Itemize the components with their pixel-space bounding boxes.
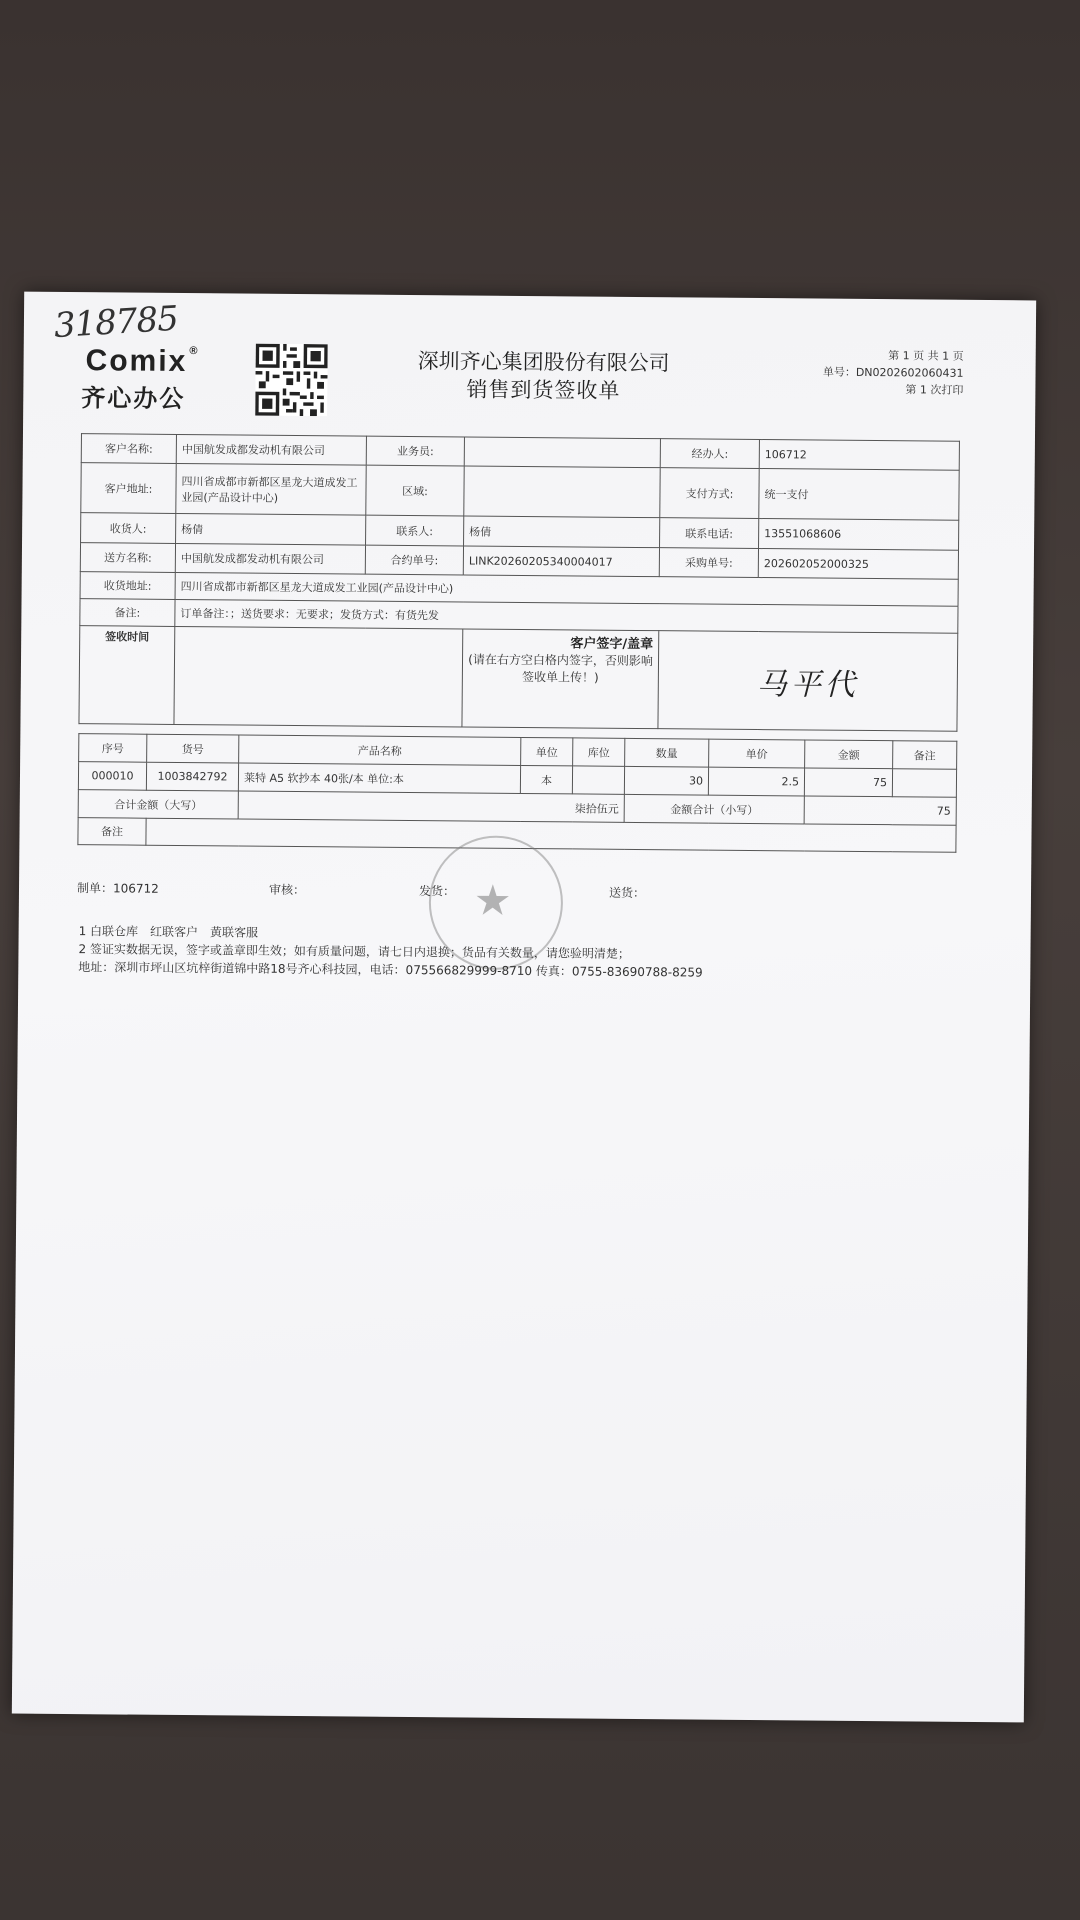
order-number: 单号：DN0202602060431: [822, 365, 964, 380]
maker-value: 106712: [112, 881, 159, 896]
print-count: 第 1 次打印: [905, 383, 964, 397]
handwritten-signature: 马平代: [756, 666, 859, 703]
total-small-value: 75: [804, 796, 956, 825]
col-header-location: 库位: [573, 738, 625, 766]
document-title: 销售到货签收单: [466, 377, 621, 403]
region-label: 区域:: [366, 465, 464, 516]
col-header-quantity: 数量: [625, 738, 709, 767]
receive-address-value: 四川省成都市新都区星龙大道成发工业园(产品设计中心): [175, 572, 958, 606]
audit-label: 审核：: [268, 882, 306, 898]
customer-address-value: 四川省成都市新都区星龙大道成发工业园(产品设计中心): [176, 463, 366, 515]
row-product: 莱特 A5 软抄本 40张/本 单位:本: [238, 763, 520, 793]
remark-label: 备注:: [80, 599, 175, 627]
ship-label: 发货：: [418, 884, 456, 899]
company-name: 深圳齐心集团股份有限公司: [417, 349, 670, 376]
row-code: 1003842792: [146, 762, 238, 791]
purchase-value: 202602052000325: [758, 549, 958, 580]
row-location: [572, 766, 624, 794]
contract-value: LINK20260205340004017: [463, 546, 659, 577]
contract-label: 合约单号:: [365, 545, 463, 575]
salesman-value: [464, 437, 660, 468]
items-remark-label: 备注: [78, 818, 146, 846]
col-header-note: 备注: [893, 741, 957, 770]
deliver-label: 送货：: [608, 885, 646, 901]
row-note: [892, 769, 956, 798]
items-remark-value: [146, 818, 956, 852]
row-quantity: 30: [624, 766, 708, 795]
ship-name-value: 中国航发成都发动机有限公司: [175, 543, 365, 574]
row-price: 2.5: [708, 767, 804, 796]
purchase-label: 采购单号:: [659, 548, 758, 578]
phone-label: 联系电话:: [660, 518, 759, 549]
customer-signature-label: 客户签字/盖章: [570, 636, 654, 653]
customer-signature-instructions: [462, 629, 659, 729]
maker-field: [77, 879, 159, 897]
payment-label: 支付方式:: [660, 468, 759, 519]
col-header-price: 单价: [709, 739, 805, 768]
col-header-amount: 金额: [805, 740, 893, 769]
customer-signature-box[interactable]: [658, 631, 958, 732]
ship-name-label: 送方名称:: [80, 543, 175, 573]
maker-label: 制单：: [76, 881, 114, 896]
document-sheet: [12, 292, 1036, 1723]
page-info: [823, 347, 964, 399]
handler-value: 106712: [759, 440, 959, 471]
total-big-label: 合计金额（大写）: [78, 790, 238, 819]
brand-logo: Comix ®: [85, 344, 200, 379]
brand-logo-cn: 齐心办公: [81, 384, 186, 414]
page-count: 第 1 页 共 1 页: [888, 349, 964, 363]
terms-note: 2 签证实数据无误，签字或盖章即生效；如有质量问题，请七日内退换；货品有关数量，请您验明清楚；: [78, 942, 630, 961]
col-header-seq: 序号: [79, 734, 147, 763]
items-table: [77, 733, 957, 853]
receiver-value: 杨倩: [176, 513, 366, 545]
customer-address-label: 客户地址:: [81, 463, 176, 514]
receive-address-label: 收货地址:: [80, 572, 175, 600]
brand-logo-text: Comix: [85, 344, 188, 379]
total-small-label: 金额合计（小写）: [624, 794, 804, 824]
phone-value: 13551068606: [759, 519, 959, 551]
row-amount: 75: [804, 768, 892, 797]
row-unit: 本: [520, 765, 572, 793]
signature-hint: (请在右方空白格内签字，否则影响签收单上传！): [468, 652, 653, 685]
handler-label: 经办人:: [660, 439, 759, 469]
remark-value: 订单备注：；送货要求：无要求；发货方式：有货先发: [175, 599, 958, 633]
seal-star-icon: ★: [473, 875, 512, 925]
sign-time-label: 签收时间: [79, 626, 175, 725]
copy-note: 1 白联仓库 红联客户 黄联客服: [78, 924, 259, 940]
salesman-label: 业务员:: [366, 436, 464, 466]
col-header-code: 货号: [147, 734, 239, 763]
contact-label: 联系人:: [366, 515, 464, 546]
col-header-unit: 单位: [521, 737, 573, 765]
header-info-table: [78, 433, 960, 732]
handwritten-number: 318785: [52, 298, 179, 347]
company-address: 地址：深圳市坪山区坑梓街道锦中路18号齐心科技园，电话：075566829999-8710 传真：0755-83690788-8259: [78, 960, 703, 980]
receiver-label: 收货人:: [81, 513, 176, 544]
contact-value: 杨倩: [464, 516, 660, 548]
sign-time-value: [174, 626, 463, 727]
col-header-product: 产品名称: [239, 735, 521, 765]
qr-code-icon: [255, 344, 328, 417]
region-value: [464, 466, 660, 518]
payment-value: 统一支付: [759, 469, 959, 521]
row-seq: 000010: [78, 762, 146, 791]
total-big-value: 柒拾伍元: [238, 791, 624, 822]
customer-name-value: 中国航发成都发动机有限公司: [176, 434, 366, 465]
customer-name-label: 客户名称:: [81, 434, 176, 464]
